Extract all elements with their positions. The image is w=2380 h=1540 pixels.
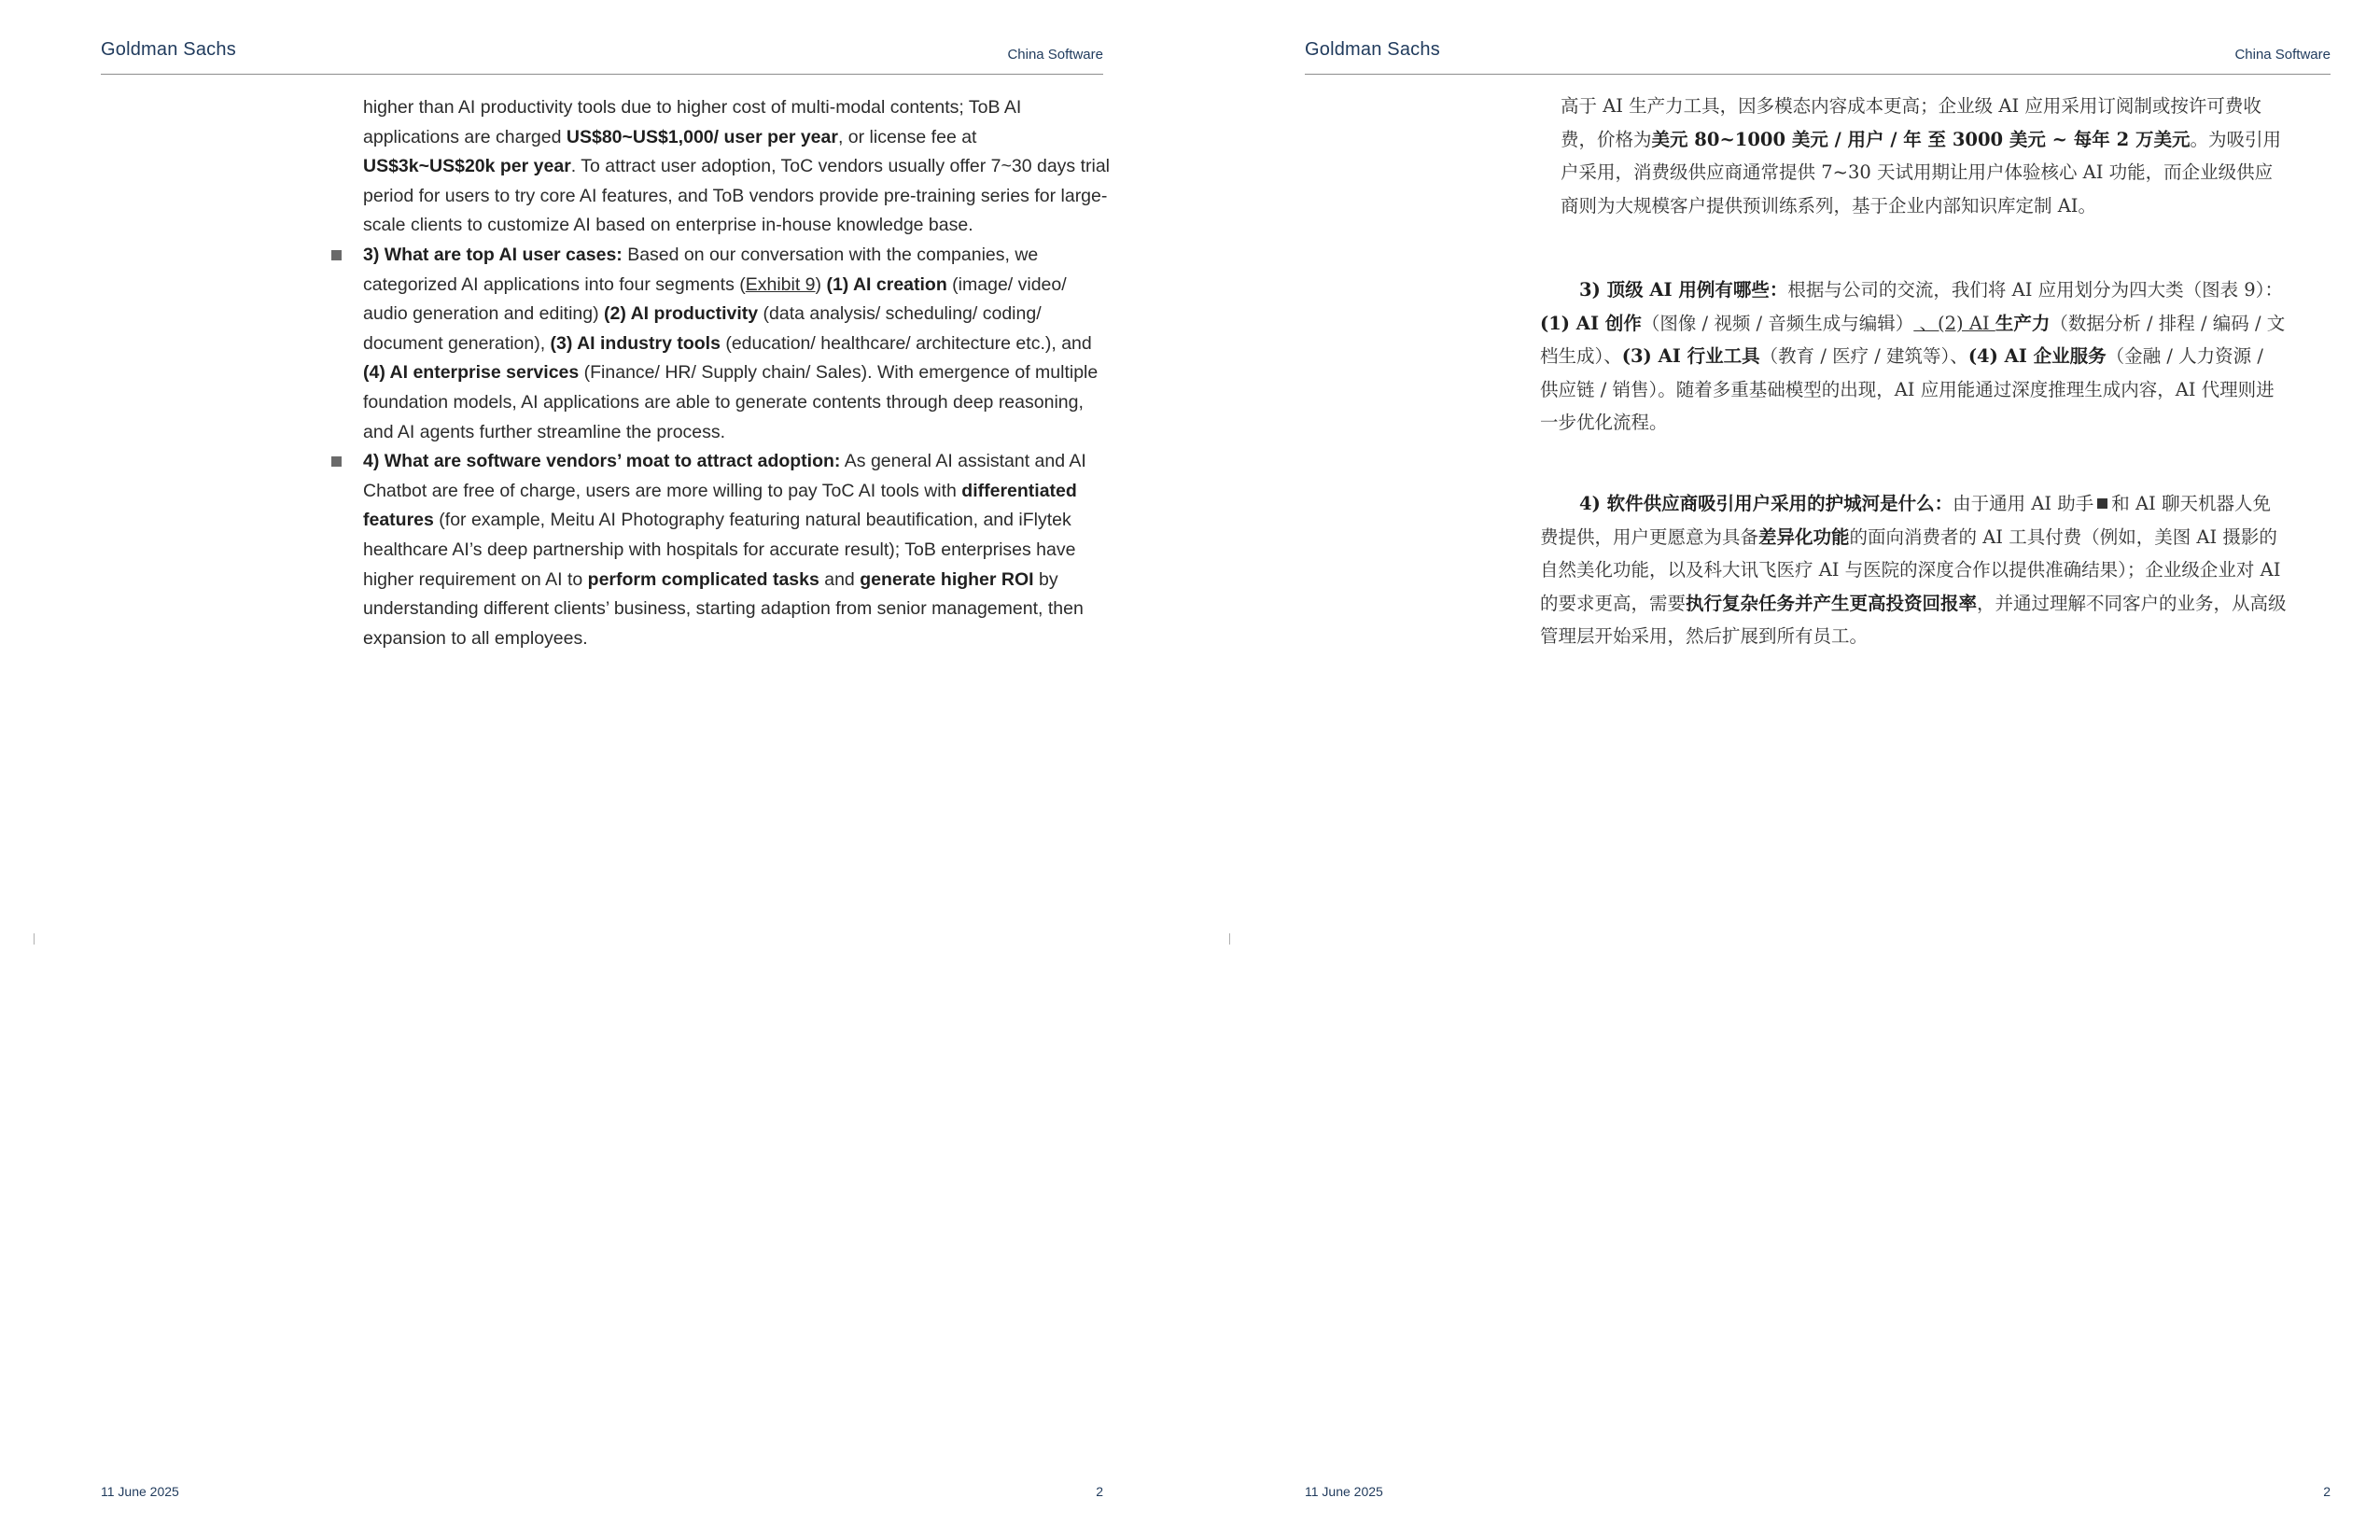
page-edge-mark — [34, 933, 35, 945]
brand-name: Goldman Sachs — [1305, 39, 1440, 60]
chinese-user-cases-paragraph: 3) 顶级 AI 用例有哪些：根据与公司的交流，我们将 AI 应用划分为四大类（图表 9）：(1) AI 创作（图像 / 视频 / 音频生成与编辑） 、(2) AI 生产力（数据分析 / 排程 / 编码 / 文档生成）、(3) AI 行业工具（教育 / 医疗 / 建筑等）、(4) AI 企业服务（金融 / 人力资源 / 供应链 / 销售）。随着多重基础模型的出现，AI 应用能通过深度推理生成内容，AI 代理则进一步优化流程。 — [1540, 279, 2286, 433]
brand-name: Goldman Sachs — [101, 39, 236, 60]
chinese-page — [1190, 0, 2380, 1540]
square-bullet-icon — [331, 456, 342, 467]
square-bullet-icon — [2097, 498, 2107, 509]
section-title: China Software — [2234, 47, 2331, 63]
page-number: 2 — [1096, 1484, 1103, 1499]
page-number: 2 — [2323, 1484, 2331, 1499]
section-title: China Software — [1007, 47, 1103, 63]
footer-date: 11 June 2025 — [101, 1484, 179, 1499]
square-bullet-icon — [331, 250, 342, 260]
footer-date: 11 June 2025 — [1305, 1484, 1383, 1499]
english-body — [363, 93, 1110, 653]
chinese-vendor-moat-paragraph: 4) 软件供应商吸引用户采用的护城河是什么：由于通用 AI 助手 和 AI 聊天机器人免费提供，用户更愿意为具备差异化功能的面向消费者的 AI 工具付费（例如，美图 AI 摄影的自然美化功能，以及科大讯飞医疗 AI 与医院的深度合作以提供准确结果）；企业级企业对 AI 的要求更高，需要执行复杂任务并产生更高投资回报率，并通过理解不同客户的业务，从高级管理层开始采用，然后扩展到所有员工。 — [1540, 493, 2287, 647]
exhibit-9-link[interactable]: Exhibit 9 — [745, 273, 816, 295]
header-divider — [101, 74, 1103, 75]
page-edge-mark — [1229, 933, 1230, 945]
bullet-user-cases: 3) What are top AI user cases: Based on our conversation with the companies, we categorized AI applications into four segments (Exhibit 9) (1) AI creation (image/ video/ audio generation and editing) (2) AI productivity (data analysis/ scheduling/ coding/ document generation), (3) AI industry tools (education/ healthcare/ architecture etc.), and (4) AI enterprise services (Finance/ HR/ Supply chain/ Sales). With emergence of multiple foundation models, AI applications are able to generate contents through deep reasoning, and AI agents further streamline the process. — [363, 241, 1110, 447]
chinese-pricing-paragraph: 高于 AI 生产力工具，因多模态内容成本更高；企业级 AI 应用采用订阅制或按许可费收费，价格为美元 80~1000 美元 / 用户 / 年 至 3000 美元 ~ 每年 2 万美元。为吸引用户采用，消费级供应商通常提供 7~30 天试用期让用户体验核心 AI 功能，而企业级供应商则为大规模客户提供预训练系列，基于企业内部知识库定制 AI。 — [1561, 95, 2281, 217]
intro-paragraph: higher than AI productivity tools due to higher cost of multi-modal contents; ToB AI applications are charged US$80~US$1,000/ user per year, or license fee at US$3k~US$20k per year. To attract user adoption, ToC vendors usually offer 7~30 days trial period for users to try core AI features, and ToB vendors provide pre-training series for large-scale clients to customize AI based on enterprise in-house knowledge base. — [363, 97, 1111, 236]
header-divider — [1305, 74, 2331, 75]
bullet-vendor-moat: 4) What are software vendors’ moat to attract adoption: As general AI assistant and AI Chatbot are free of charge, users are more willing to pay ToC AI tools with differentiated features (for example, Meitu AI Photography featuring natural beautification, and iFlytek healthcare AI’s deep partnership with hospitals for accurate result); ToB enterprises have higher requirement on AI to perform complicated tasks and generate higher ROI by understanding different clients’ business, starting adaption from senior management, then expansion to all employees. — [363, 447, 1110, 653]
